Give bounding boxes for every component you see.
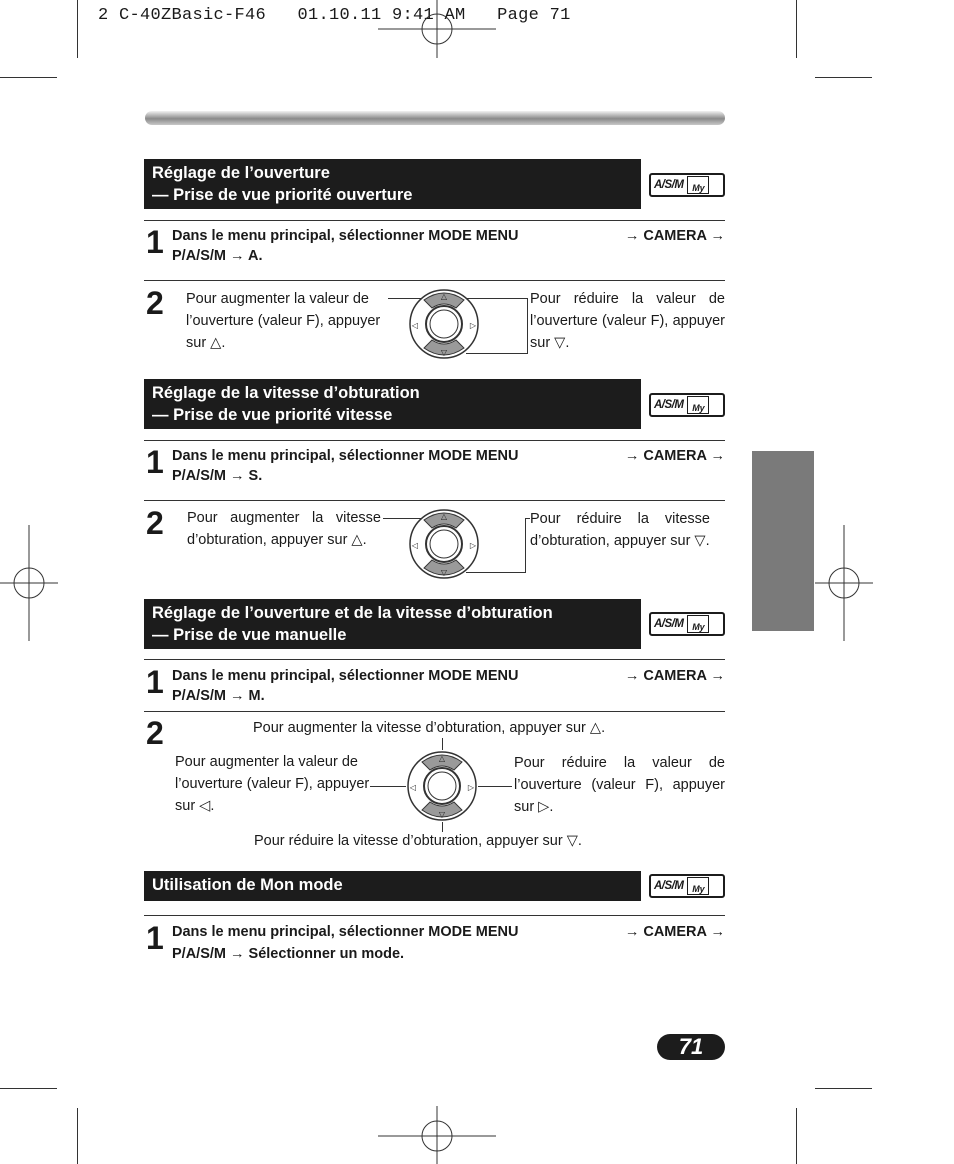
step-instruction: Dans le menu principal, sélectionner MODE MENU → CAMERA → P/A/S/M → M. <box>172 668 725 704</box>
pad-down-arrow-icon: ▽ <box>438 810 446 819</box>
pad-down-arrow-icon: ▽ <box>440 568 448 577</box>
right-note: Pour réduire la valeur de l’ouverture (valeur F), appuyer sur ▷. <box>514 755 725 815</box>
side-tab <box>752 451 814 631</box>
left-note: Pour augmenter la valeur de l’ouverture (valeur F), appuyer sur △. <box>186 291 381 351</box>
arrow-icon: → <box>624 228 640 244</box>
step-number: 1 <box>146 920 164 956</box>
pad-center-button <box>424 768 460 804</box>
my-mode-icon: My <box>687 396 709 414</box>
step-number: 2 <box>146 285 164 321</box>
pad-center-button <box>426 306 462 342</box>
mode-badge: A/S/M My <box>649 612 725 636</box>
crop-mark <box>796 1108 797 1164</box>
pad-center-button <box>426 526 462 562</box>
bottom-note: Pour réduire la vitesse d’obturation, appuyer sur ▽. <box>254 833 582 849</box>
registration-target-left <box>0 525 58 641</box>
pad-right-arrow-icon: ▷ <box>469 321 477 330</box>
crop-mark <box>796 0 797 58</box>
pad-up-arrow-icon: △ <box>440 292 448 301</box>
divider <box>144 500 725 501</box>
section-title: Utilisation de Mon mode <box>144 871 641 901</box>
pad-left-arrow-icon: ◁ <box>411 321 419 330</box>
arrow-icon: → <box>624 448 640 464</box>
right-note: Pour réduire la valeur de l’ouverture (valeur F), appuyer sur ▽. <box>530 291 725 351</box>
arrow-pad-icon <box>408 288 480 360</box>
crop-mark <box>77 0 78 58</box>
pad-right-arrow-icon: ▷ <box>469 541 477 550</box>
step-number: 2 <box>146 505 164 541</box>
step-number: 1 <box>146 224 164 260</box>
leader-line <box>442 822 443 832</box>
print-header: 2 C-40ZBasic-F46 01.10.11 9:41 AM Page 71 <box>98 6 571 25</box>
pad-up-arrow-icon: △ <box>438 754 446 763</box>
mode-badge: A/S/M My <box>649 173 725 197</box>
header-bar <box>145 111 725 125</box>
arrow-icon: → <box>710 668 725 684</box>
arrow-icon: → <box>710 448 725 464</box>
left-note: Pour augmenter la vitesse d’obturation, appuyer sur △. <box>187 510 381 548</box>
arrow-pad-icon <box>408 508 480 580</box>
divider <box>144 915 725 916</box>
crop-mark <box>0 1088 57 1089</box>
divider <box>144 280 725 281</box>
arrow-icon: → <box>624 924 640 940</box>
mode-badge: A/S/M My <box>649 874 725 898</box>
leader-line <box>442 738 443 750</box>
section-title: Réglage de l’ouverture — Prise de vue priorité ouverture <box>144 159 641 209</box>
leader-line <box>478 786 512 787</box>
arrow-icon: → <box>710 924 725 940</box>
divider <box>144 440 725 441</box>
crop-mark <box>0 77 57 78</box>
step-instruction: Dans le menu principal, sélectionner MODE MENU → CAMERA → P/A/S/M → Sélectionner un mode. <box>172 924 725 962</box>
arrow-icon: → <box>230 688 245 704</box>
section-title: Réglage de l’ouverture et de la vitesse d’obturation — Prise de vue manuelle <box>144 599 641 649</box>
pad-down-arrow-icon: ▽ <box>440 348 448 357</box>
leader-line <box>527 298 528 353</box>
my-mode-icon: My <box>687 176 709 194</box>
pad-up-arrow-icon: △ <box>440 512 448 521</box>
step-instruction: Dans le menu principal, sélectionner MODE MENU → CAMERA → P/A/S/M → A. <box>172 228 725 264</box>
arrow-icon: → <box>230 468 245 484</box>
divider <box>144 659 725 660</box>
leader-line <box>370 786 406 787</box>
mode-badge: A/S/M My <box>649 393 725 417</box>
leader-line <box>525 518 526 573</box>
crop-mark <box>815 77 872 78</box>
crop-mark <box>815 1088 872 1089</box>
divider <box>144 711 725 712</box>
arrow-icon: → <box>230 248 245 264</box>
crop-mark <box>77 1108 78 1164</box>
right-note: Pour réduire la vitesse d’obturation, appuyer sur ▽. <box>530 511 710 549</box>
page-number: 71 <box>657 1034 725 1060</box>
pad-left-arrow-icon: ◁ <box>409 783 417 792</box>
step-instruction: Dans le menu principal, sélectionner MODE MENU → CAMERA → P/A/S/M → S. <box>172 448 725 484</box>
registration-target-right <box>815 525 873 641</box>
arrow-icon: → <box>710 228 725 244</box>
registration-target-top <box>378 0 496 58</box>
divider <box>144 220 725 221</box>
top-note: Pour augmenter la vitesse d’obturation, appuyer sur △. <box>253 720 606 736</box>
arrow-icon: → <box>230 946 245 962</box>
step-number: 2 <box>146 715 164 751</box>
left-note: Pour augmenter la valeur de l’ouverture (valeur F), appuyer sur ◁. <box>175 754 370 814</box>
step-number: 1 <box>146 444 164 480</box>
pad-left-arrow-icon: ◁ <box>411 541 419 550</box>
arrow-pad-icon <box>406 750 478 822</box>
arrow-icon: → <box>624 668 640 684</box>
section-title: Réglage de la vitesse d’obturation — Prise de vue priorité vitesse <box>144 379 641 429</box>
registration-target-bottom <box>378 1106 496 1164</box>
my-mode-icon: My <box>687 615 709 633</box>
pad-right-arrow-icon: ▷ <box>467 783 475 792</box>
step-number: 1 <box>146 664 164 700</box>
my-mode-icon: My <box>687 877 709 895</box>
leader-line <box>525 518 530 519</box>
